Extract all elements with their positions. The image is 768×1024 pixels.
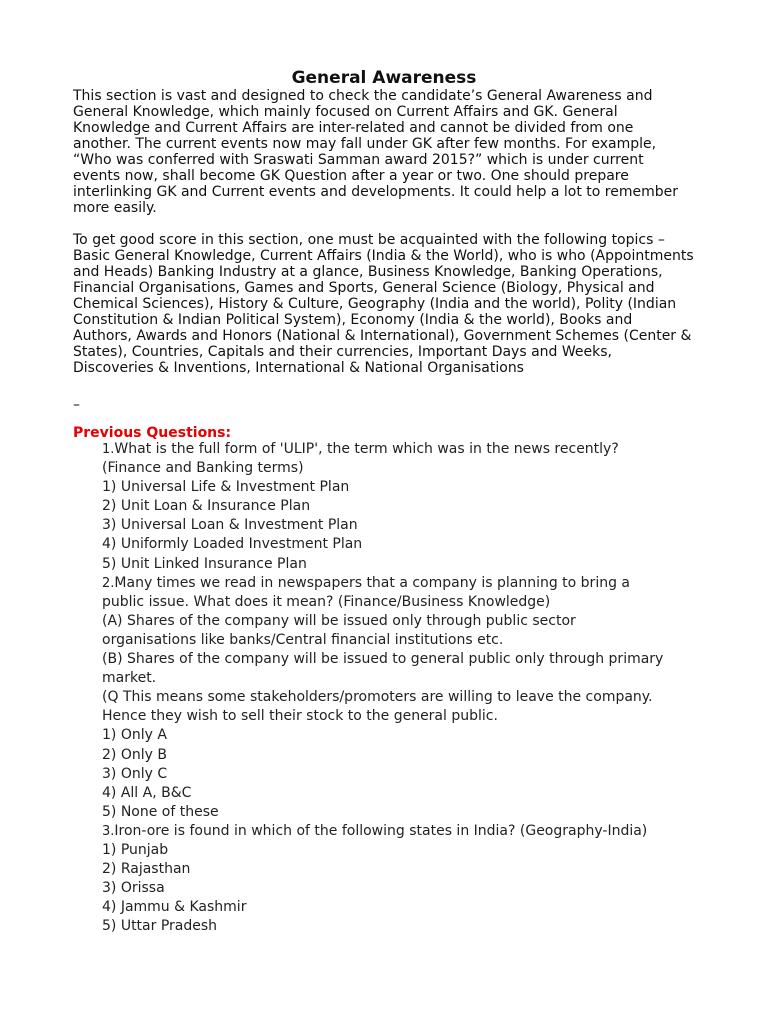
question-2	[102, 574, 702, 822]
question-3-option-4: 4) Jammu & Kashmir	[102, 899, 247, 916]
question-2-statement-6: Hence they wish to sell their stock to the general public.	[102, 708, 498, 725]
question-1-text-line1: What is the full form of 'ULIP', the term which was in the news recently?	[114, 441, 619, 457]
question-3-text-line1: Iron-ore is found in which of the following states in India? (Geography-India)	[114, 822, 648, 839]
question-1-text-line2: (Finance and Banking terms)	[102, 460, 304, 477]
question-2-statement-4: market.	[102, 670, 157, 687]
question-1-option-2: 2) Unit Loan & Insurance Plan	[102, 498, 311, 515]
question-2-text-line2: public issue. What does it mean? (Finance/Business Knowledge)	[102, 593, 551, 610]
question-2-number: 2.	[102, 575, 115, 591]
question-3-text	[102, 822, 702, 841]
question-1-number: 1.	[102, 442, 115, 457]
previous-questions-heading: Previous Questions:	[73, 425, 232, 441]
question-2-text	[102, 574, 702, 593]
questions-list	[102, 440, 702, 936]
question-1-option-1: 1) Universal Life & Investment Plan	[102, 479, 350, 496]
question-3-option-3: 3) Orissa	[102, 880, 165, 897]
question-3-number: 3.	[102, 823, 115, 839]
question-2-option-3: 3) Only C	[102, 765, 168, 782]
question-1-option-3: 3) Universal Loan & Investment Plan	[102, 517, 358, 534]
question-1-text	[102, 440, 702, 459]
question-2-option-2: 2) Only B	[102, 746, 167, 763]
question-1-option-5: 5) Unit Linked Insurance Plan	[102, 555, 307, 572]
intro-paragraph: This section is vast and designed to check the candidate’s General Awareness and General Knowledge, which mainly focused on Current Affairs and GK. General Knowledge and Current Affairs are inter-related and cannot be divided from one another. The current events now may fall under GK after few months. For example, “Who was conferred with Sraswati Samman award 2015?” which is under current events now, shall become GK Question after a year or two. One should prepare interlinking GK and Current events and developments. It could help a lot to remember more easily.	[73, 88, 679, 216]
topics-paragraph: To get good score in this section, one must be acquainted with the following topics – Basic General Knowledge, Current Affairs (India & the World), who is who (Appointments and Heads) Banking Industry at a glance, Business Knowledge, Banking Operations, Financial Organisations, Games and Sports, General Science (Biology, Physical and Chemical Sciences), History & Culture, Geography (India and the world), Polity (Indian Constitution & Indian Political System), Economy (India & the world), Books and Authors, Awards and Honors (National & International), Government Schemes (Center & States), Countries, Capitals and their currencies, Important Days and Weeks, Discoveries & Inventions, International & National Organisations	[73, 232, 694, 376]
question-3	[102, 822, 702, 937]
question-3-option-5: 5) Uttar Pradesh	[102, 918, 218, 935]
question-2-statement-2: organisations like banks/Central financial institutions etc.	[102, 631, 504, 648]
question-3-option-1: 1) Punjab	[102, 841, 169, 858]
question-2-option-4: 4) All A, B&C	[102, 784, 192, 801]
question-2-statement-1: (A) Shares of the company will be issued only through public sector	[102, 612, 576, 629]
question-3-option-2: 2) Rajasthan	[102, 861, 191, 878]
question-1-option-4: 4) Uniformly Loaded Investment Plan	[102, 536, 363, 553]
question-2-statement-5: (Q This means some stakeholders/promoters are willing to leave the company.	[102, 689, 653, 706]
dash-separator: –	[73, 397, 80, 413]
question-2-text-line1: Many times we read in newspapers that a company is planning to bring a	[114, 574, 630, 591]
question-2-option-1: 1) Only A	[102, 727, 167, 744]
question-2-option-5: 5) None of these	[102, 803, 219, 820]
question-1	[102, 440, 702, 574]
question-2-statement-3: (B) Shares of the company will be issued to general public only through primary	[102, 651, 664, 668]
document-title: General Awareness	[291, 68, 477, 88]
